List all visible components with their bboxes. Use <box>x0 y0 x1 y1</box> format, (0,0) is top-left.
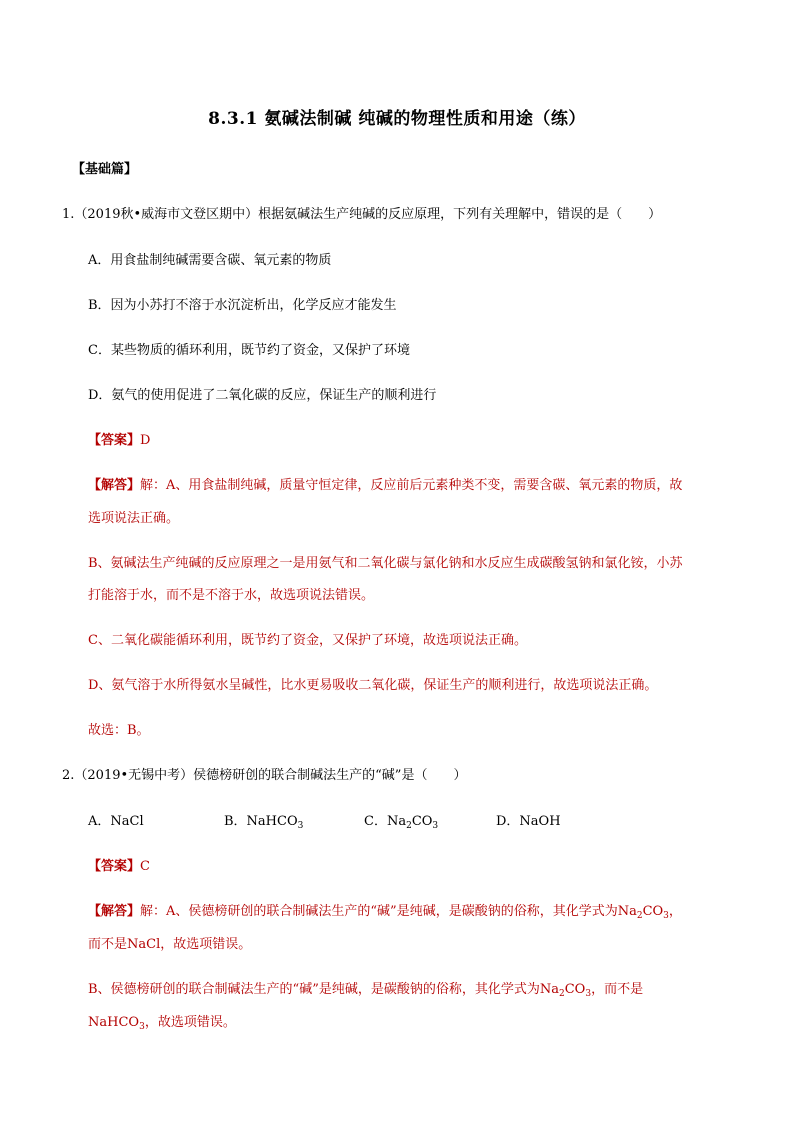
question-2-analysis-b-line2: NaHCO$_3$，故选项错误。 <box>88 1015 236 1032</box>
page-title: 8.3.1 氨碱法制碱 纯碱的物理性质和用途（练） <box>208 109 586 129</box>
question-2-options <box>88 810 588 830</box>
answer-label: 【答案】 <box>88 433 141 448</box>
question-2-analysis-a-line2: 而不是NaCl，故选项错误。 <box>88 937 252 952</box>
question-1-analysis-a-line2: 选项说法正确。 <box>88 511 180 526</box>
analysis-label: 【解答】 <box>88 904 141 919</box>
question-1-analysis-c: C、二氧化碳能循环利用，既节约了资金，又保护了环境，故选项说法正确。 <box>88 633 527 648</box>
question-1-answer <box>88 429 150 448</box>
question-1-option-d: D．氨气的使用促进了二氧化碳的反应，保证生产的顺利进行 <box>88 388 437 403</box>
question-1-stem: 1.（2019秋•威海市文登区期中）根据氨碱法生产纯碱的反应原理，下列有关理解中，错误的是（ ） <box>62 207 662 222</box>
answer-value: D <box>140 433 151 448</box>
analysis-label: 【解答】 <box>88 478 141 493</box>
question-2-analysis-a-line1: 【解答】解：A、侯德榜研创的联合制碱法生产的“碱”是纯碱，是碳酸钠的俗称，其化学式为$Na_2CO_3$， <box>88 904 682 921</box>
question-2-analysis-b-line1: B、侯德榜研创的联合制碱法生产的“碱”是纯碱，是碳酸钠的俗称，其化学式为$Na_2CO_3$，而不是 <box>88 982 644 999</box>
analysis-text: 解：A、用食盐制纯碱，质量守恒定律，反应前后元素种类不变，需要含碳、氧元素的物质，故 <box>140 478 683 493</box>
question-1-analysis-b-line1: B、氨碱法生产纯碱的反应原理之一是用氨气和二氧化碳与氯化钠和水反应生成碳酸氢钠和氯化铵，小苏 <box>88 556 683 571</box>
question-2-option-c: C．$Na_2CO_3$ <box>364 814 439 831</box>
question-1-analysis-d: D、氨气溶于水所得氨水呈碱性，比水更易吸收二氧化碳，保证生产的顺利进行，故选项说法正确。 <box>88 678 658 693</box>
question-1-option-a: A．用食盐制纯碱需要含碳、氧元素的物质 <box>88 253 332 268</box>
question-2-stem: 2.（2019•无锡中考）侯德榜研创的联合制碱法生产的“碱”是（ ） <box>62 768 467 783</box>
question-1-option-b: B．因为小苏打不溶于水沉淀析出，化学反应才能发生 <box>88 298 397 313</box>
question-1-analysis-a-line1 <box>88 474 682 493</box>
question-2-option-b: B．NaHCO$_3$ <box>224 814 304 831</box>
section-heading: 【基础篇】 <box>72 162 138 177</box>
answer-label: 【答案】 <box>88 859 141 874</box>
answer-value: C <box>140 859 150 874</box>
question-1-option-c: C．某些物质的循环利用，既节约了资金，又保护了环境 <box>88 343 410 358</box>
question-2-answer <box>88 855 150 874</box>
question-1-analysis-b-line2: 打能溶于水，而不是不溶于水，故选项说法错误。 <box>88 588 375 603</box>
question-1-conclusion: 故选：B。 <box>88 723 150 738</box>
question-2-option-a: A．NaCl <box>88 814 144 829</box>
question-2-option-d: D．NaOH <box>496 814 561 829</box>
